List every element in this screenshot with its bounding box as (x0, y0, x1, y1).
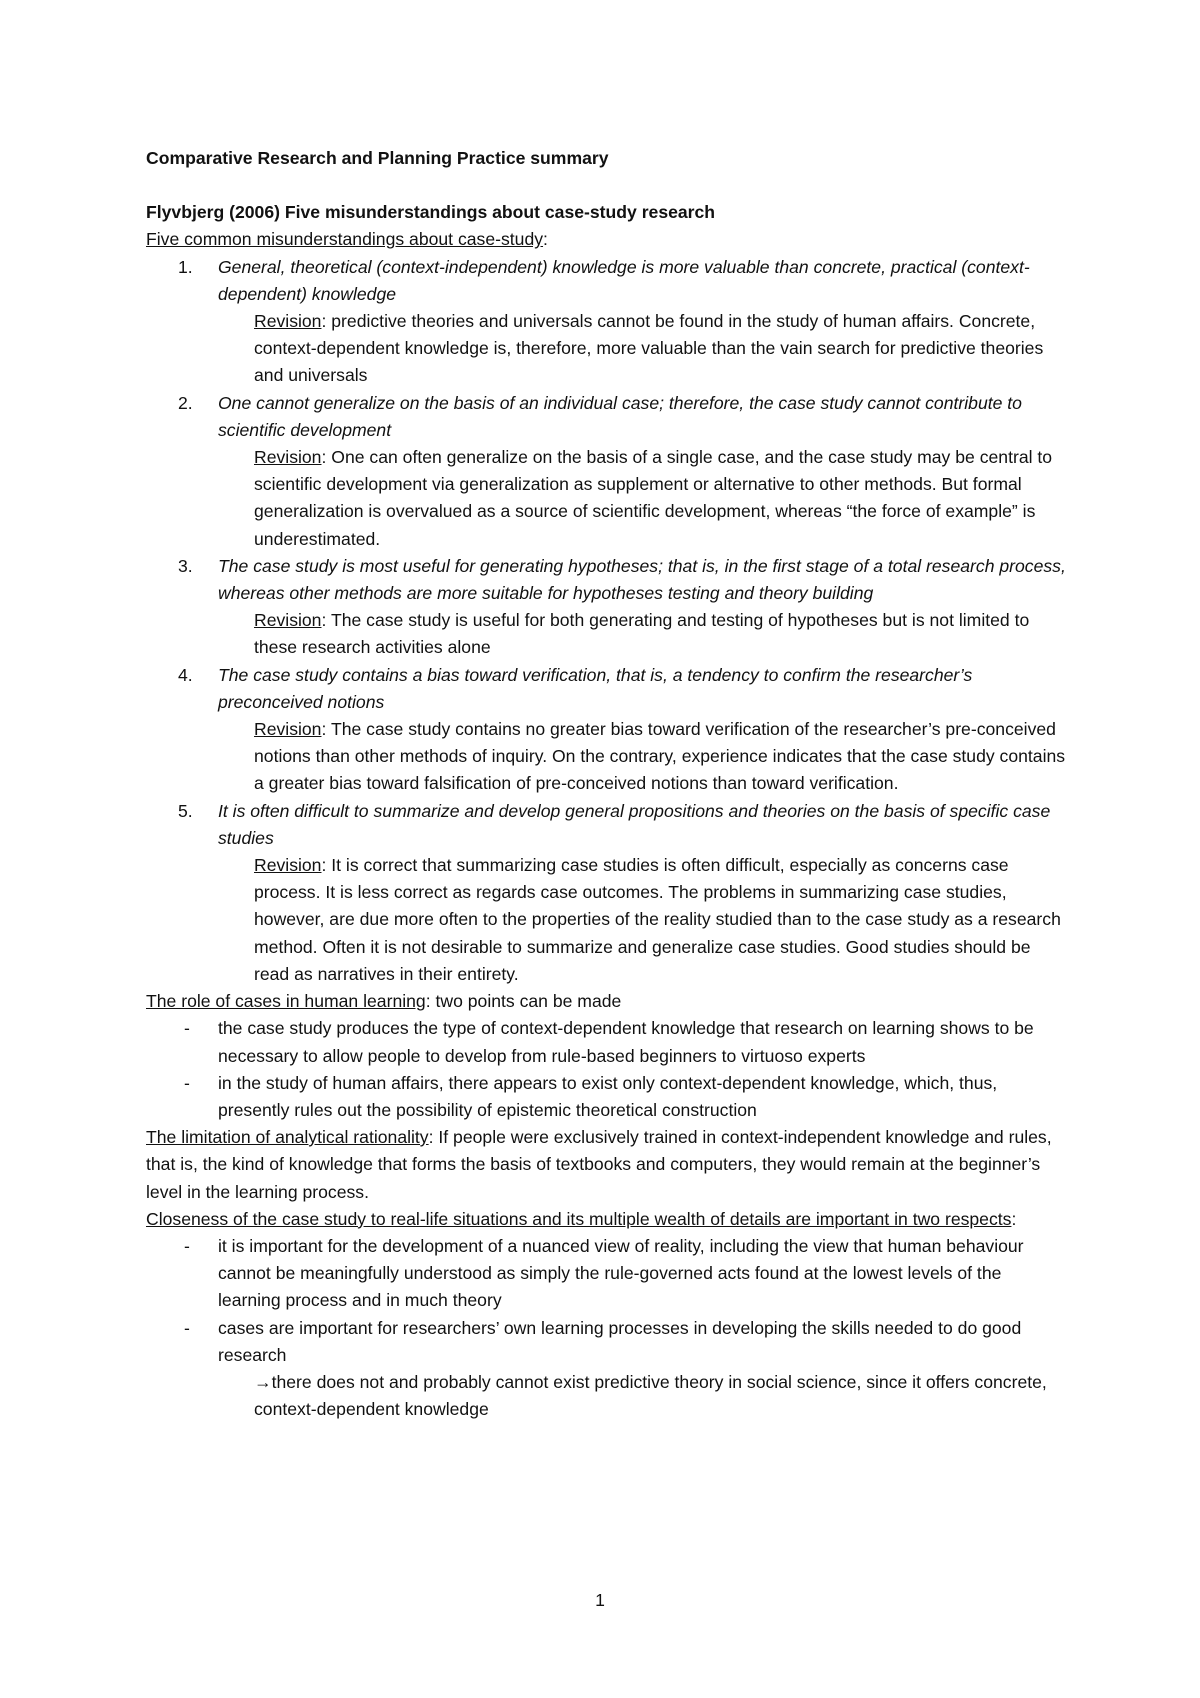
revision-label: Revision (254, 719, 322, 740)
list-item (146, 390, 1066, 553)
bullet-text: the case study produces the type of context-dependent knowledge that research on learning shows to be necessary to allow people to develop from rule-based beginners to virtuoso experts (218, 1018, 1034, 1066)
misunderstandings-heading-line (146, 226, 1066, 253)
revision-paragraph (218, 444, 1066, 553)
misunderstandings-heading: Five common misunderstandings about case-study (146, 229, 544, 250)
revision-paragraph (218, 852, 1066, 988)
bullet-dash: - (184, 1018, 190, 1039)
misunderstanding-statement: General, theoretical (context-independent) knowledge is more valuable than concrete, practical (context-dependent) knowledge (218, 256, 1030, 304)
revision-text: : One can often generalize on the basis of a single case, and the case study may be central to scientific development via generalization as supplement or alternative to other methods. But formal generalization is overvalued as a source of scientific development, whereas “the force of example” is underestimated. (254, 447, 1053, 549)
misunderstandings-list (146, 254, 1066, 988)
misunderstanding-statement: The case study is most useful for generating hypotheses; that is, in the first stage of a total research process, whereas other methods are more suitable for hypotheses testing and theory building (218, 555, 1066, 604)
list-item (146, 1233, 1066, 1315)
item-number: 5. (178, 800, 193, 821)
bullet-dash: - (184, 1072, 190, 1093)
role-of-cases-heading: The role of cases in human learning (146, 991, 426, 1012)
item-number: 1. (178, 256, 193, 277)
heading-colon: : (543, 229, 548, 250)
bullet-text: in the study of human affairs, there appears to exist only context-dependent knowledge, which, thus, presently rules out the possibility of epistemic theoretical construction (218, 1072, 998, 1120)
revision-label: Revision (254, 311, 322, 332)
closeness-heading: Closeness of the case study to real-life situations and its multiple wealth of details are important in two respects (146, 1208, 1012, 1229)
revision-paragraph (218, 607, 1066, 661)
revision-label: Revision (254, 610, 322, 631)
document-title: Comparative Research and Planning Practice summary (146, 148, 609, 168)
misunderstanding-statement: One cannot generalize on the basis of an individual case; therefore, the case study cannot contribute to scientific development (218, 392, 1022, 440)
revision-paragraph (218, 716, 1066, 798)
page-number: 1 (595, 1590, 605, 1610)
bullet-text: cases are important for researchers’ own learning processes in developing the skills needed to do good research (218, 1317, 1022, 1365)
revision-text: : It is correct that summarizing case studies is often difficult, especially as concerns case process. It is less correct as regards case outcomes. The problems in summarizing case studies, however, are due more often to the properties of the reality studied than to the case study as a research method. Often it is not desirable to summarize and generalize case studies. Good studies should be read as narratives in their entirety. (254, 855, 1061, 984)
revision-text: : The case study contains no greater bias toward verification of the researcher’s pre-conceived notions than other methods of inquiry. On the contrary, experience indicates that the case study contains a greater bias toward falsification of pre-conceived notions than toward verification. (254, 719, 1066, 794)
closeness-list (146, 1233, 1066, 1369)
page-content (146, 145, 1066, 1423)
misunderstanding-statement: The case study contains a bias toward verification, that is, a tendency to confirm the researcher’s preconceived notions (218, 664, 973, 712)
closeness-colon: : (1011, 1208, 1017, 1229)
role-of-cases-intro: : two points can be made (425, 991, 622, 1012)
bullet-dash: - (184, 1235, 190, 1256)
limitation-text: : If people were exclusively trained in context-independent knowledge and rules, that is, the kind of knowledge that forms the basis of textbooks and computers, they would remain at the beginner’s level in the learning process. (146, 1127, 1052, 1202)
list-item (146, 662, 1066, 798)
limitation-paragraph (146, 1124, 1066, 1206)
closeness-line (146, 1206, 1066, 1233)
revision-label: Revision (254, 855, 322, 876)
revision-label: Revision (254, 447, 322, 468)
revision-paragraph (218, 308, 1066, 390)
limitation-heading: The limitation of analytical rationality (146, 1127, 429, 1148)
bullet-dash: - (184, 1317, 190, 1338)
revision-text: : The case study is useful for both generating and testing of hypotheses but is not limited to these research activities alone (254, 610, 1030, 658)
list-item (146, 1315, 1066, 1369)
list-item (146, 1015, 1066, 1069)
section-title: Flyvbjerg (2006) Five misunderstandings about case-study research (146, 202, 716, 223)
list-item (146, 1070, 1066, 1124)
role-of-cases-list (146, 1015, 1066, 1124)
item-number: 3. (178, 555, 193, 576)
list-item (146, 553, 1066, 662)
bullet-text: it is important for the development of a nuanced view of reality, including the view that human behaviour cannot be meaningfully understood as simply the rule-governed acts found at the lowest levels of the learning process and in much theory (218, 1235, 1024, 1311)
list-item (146, 254, 1066, 390)
role-of-cases-line (146, 988, 1066, 1015)
closeness-conclusion: →there does not and probably cannot exist predictive theory in social science, since it offers concrete, context-dependent knowledge (254, 1371, 1047, 1420)
item-number: 4. (178, 664, 193, 685)
misunderstanding-statement: It is often difficult to summarize and develop general propositions and theories on the basis of specific case studies (218, 800, 1051, 848)
list-item (146, 798, 1066, 988)
item-number: 2. (178, 392, 193, 413)
revision-text: : predictive theories and universals cannot be found in the study of human affairs. Concrete, context-dependent knowledge is, therefore, more valuable than the vain search for predictive theories and universals (254, 311, 1044, 386)
